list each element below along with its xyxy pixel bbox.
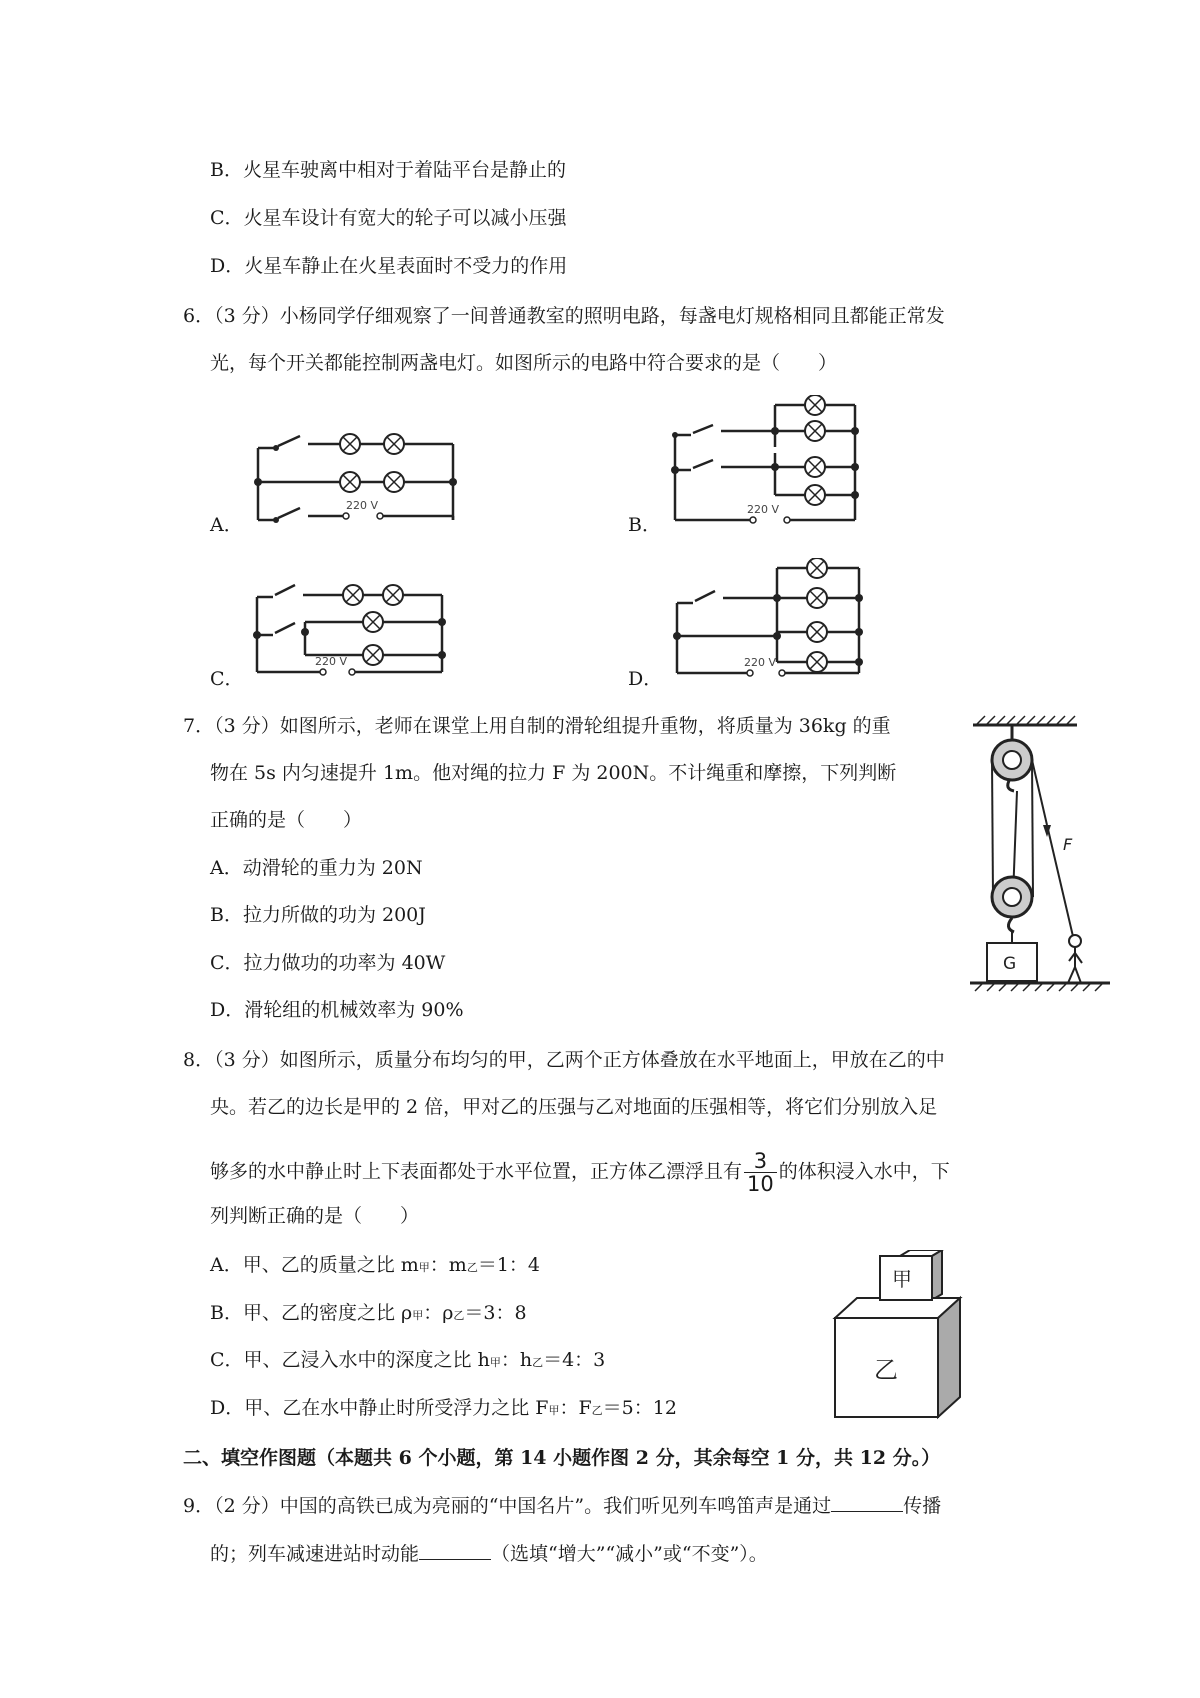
voltage-label: 220 V [747,503,780,516]
q8-option-c: C．甲、乙浸入水中的深度之比 h甲：h乙＝4：3 [210,1349,606,1371]
q8-option-d: D．甲、乙在水中静止时所受浮力之比 F甲：F乙＝5：12 [210,1397,677,1419]
q8-stem-line2: 央。若乙的边长是甲的 2 倍，甲对乙的压强与乙对地面的压强相等，将它们分别放入足 [210,1096,938,1118]
q7-option-d: D．滑轮组的机械效率为 90% [210,999,464,1021]
q7-option-c: C．拉力做功的功率为 40W [210,952,446,974]
q9-line2: 的；列车减速进站时动能 （选填“增大”“减小”或“不变”）。 [210,1543,768,1565]
q5-option-d: D．火星车静止在火星表面时不受力的作用 [210,255,568,277]
q7-stem-line1: 7．（3 分）如图所示，老师在课堂上用自制的滑轮组提升重物，将质量为 36kg 的重 [183,715,891,737]
q6-stem-line2: 光，每个开关都能控制两盏电灯。如图所示的电路中符合要求的是（ ） [210,352,838,374]
q6-stem-line1: 6．（3 分）小杨同学仔细观察了一间普通教室的照明电路，每盏电灯规格相同且都能正常发 [183,305,945,327]
cube-top-label: 甲 [892,1267,912,1291]
stacked-cubes-figure [830,1250,975,1420]
q7-option-b: B．拉力所做的功为 200J [210,904,426,926]
voltage-label: 220 V [744,656,777,669]
q8-option-a: A．甲、乙的质量之比 m甲：m乙＝1：4 [210,1254,540,1276]
answer-blank-1[interactable] [831,1493,903,1512]
section-heading: 二、填空作图题（本题共 6 个小题，第 14 小题作图 2 分，其余每空 1 分，共 12 分。） [183,1447,941,1469]
circuit-diagram-a [248,420,468,535]
q8-stem-line3: 够多的水中静止时上下表面都处于水平位置，正方体乙漂浮且有 $\frac{3}{10}$ 的体积浸入水中，下 [210,1149,950,1196]
q7-stem-line2: 物在 5s 内匀速提升 1m。他对绳的拉力 F 为 200N。不计绳重和摩擦，下列判断 [210,762,897,784]
q5-option-c: C．火星车设计有宽大的轮子可以减小压强 [210,207,567,229]
q6-label-c: C． [210,668,244,690]
q6-label-a: A． [210,514,243,536]
circuit-diagram-b [665,395,885,535]
answer-blank-2[interactable] [419,1541,491,1560]
q9-line1: 9．（2 分）中国的高铁已成为亮丽的“中国名片”。我们听见列车鸣笛声是通过 传播 [183,1495,942,1517]
volume-fraction: $\frac{3}{10}$ [744,1150,777,1195]
q6-label-d: D． [628,668,663,690]
cube-bottom-label: 乙 [874,1356,898,1384]
circuit-diagram-c [245,577,460,687]
voltage-label: 220 V [346,499,379,512]
force-label: F [1063,835,1073,854]
q5-option-b: B．火星车驶离中相对于着陆平台是静止的 [210,159,566,181]
q7-stem-line3: 正确的是（ ） [210,809,363,831]
q8-stem-line1: 8．（3 分）如图所示，质量分布均匀的甲，乙两个正方体叠放在水平地面上，甲放在乙的中 [183,1049,945,1071]
pulley-system-figure [965,715,1115,1005]
q8-stem-line4: 列判断正确的是（ ） [210,1205,420,1227]
q7-option-a: A．动滑轮的重力为 20N [210,857,423,879]
weight-label: G [1003,954,1017,974]
q8-option-b: B．甲、乙的密度之比 ρ甲：ρ乙＝3：8 [210,1302,527,1324]
circuit-diagram-d [667,558,882,688]
voltage-label: 220 V [315,655,348,668]
q6-label-b: B． [628,514,661,536]
